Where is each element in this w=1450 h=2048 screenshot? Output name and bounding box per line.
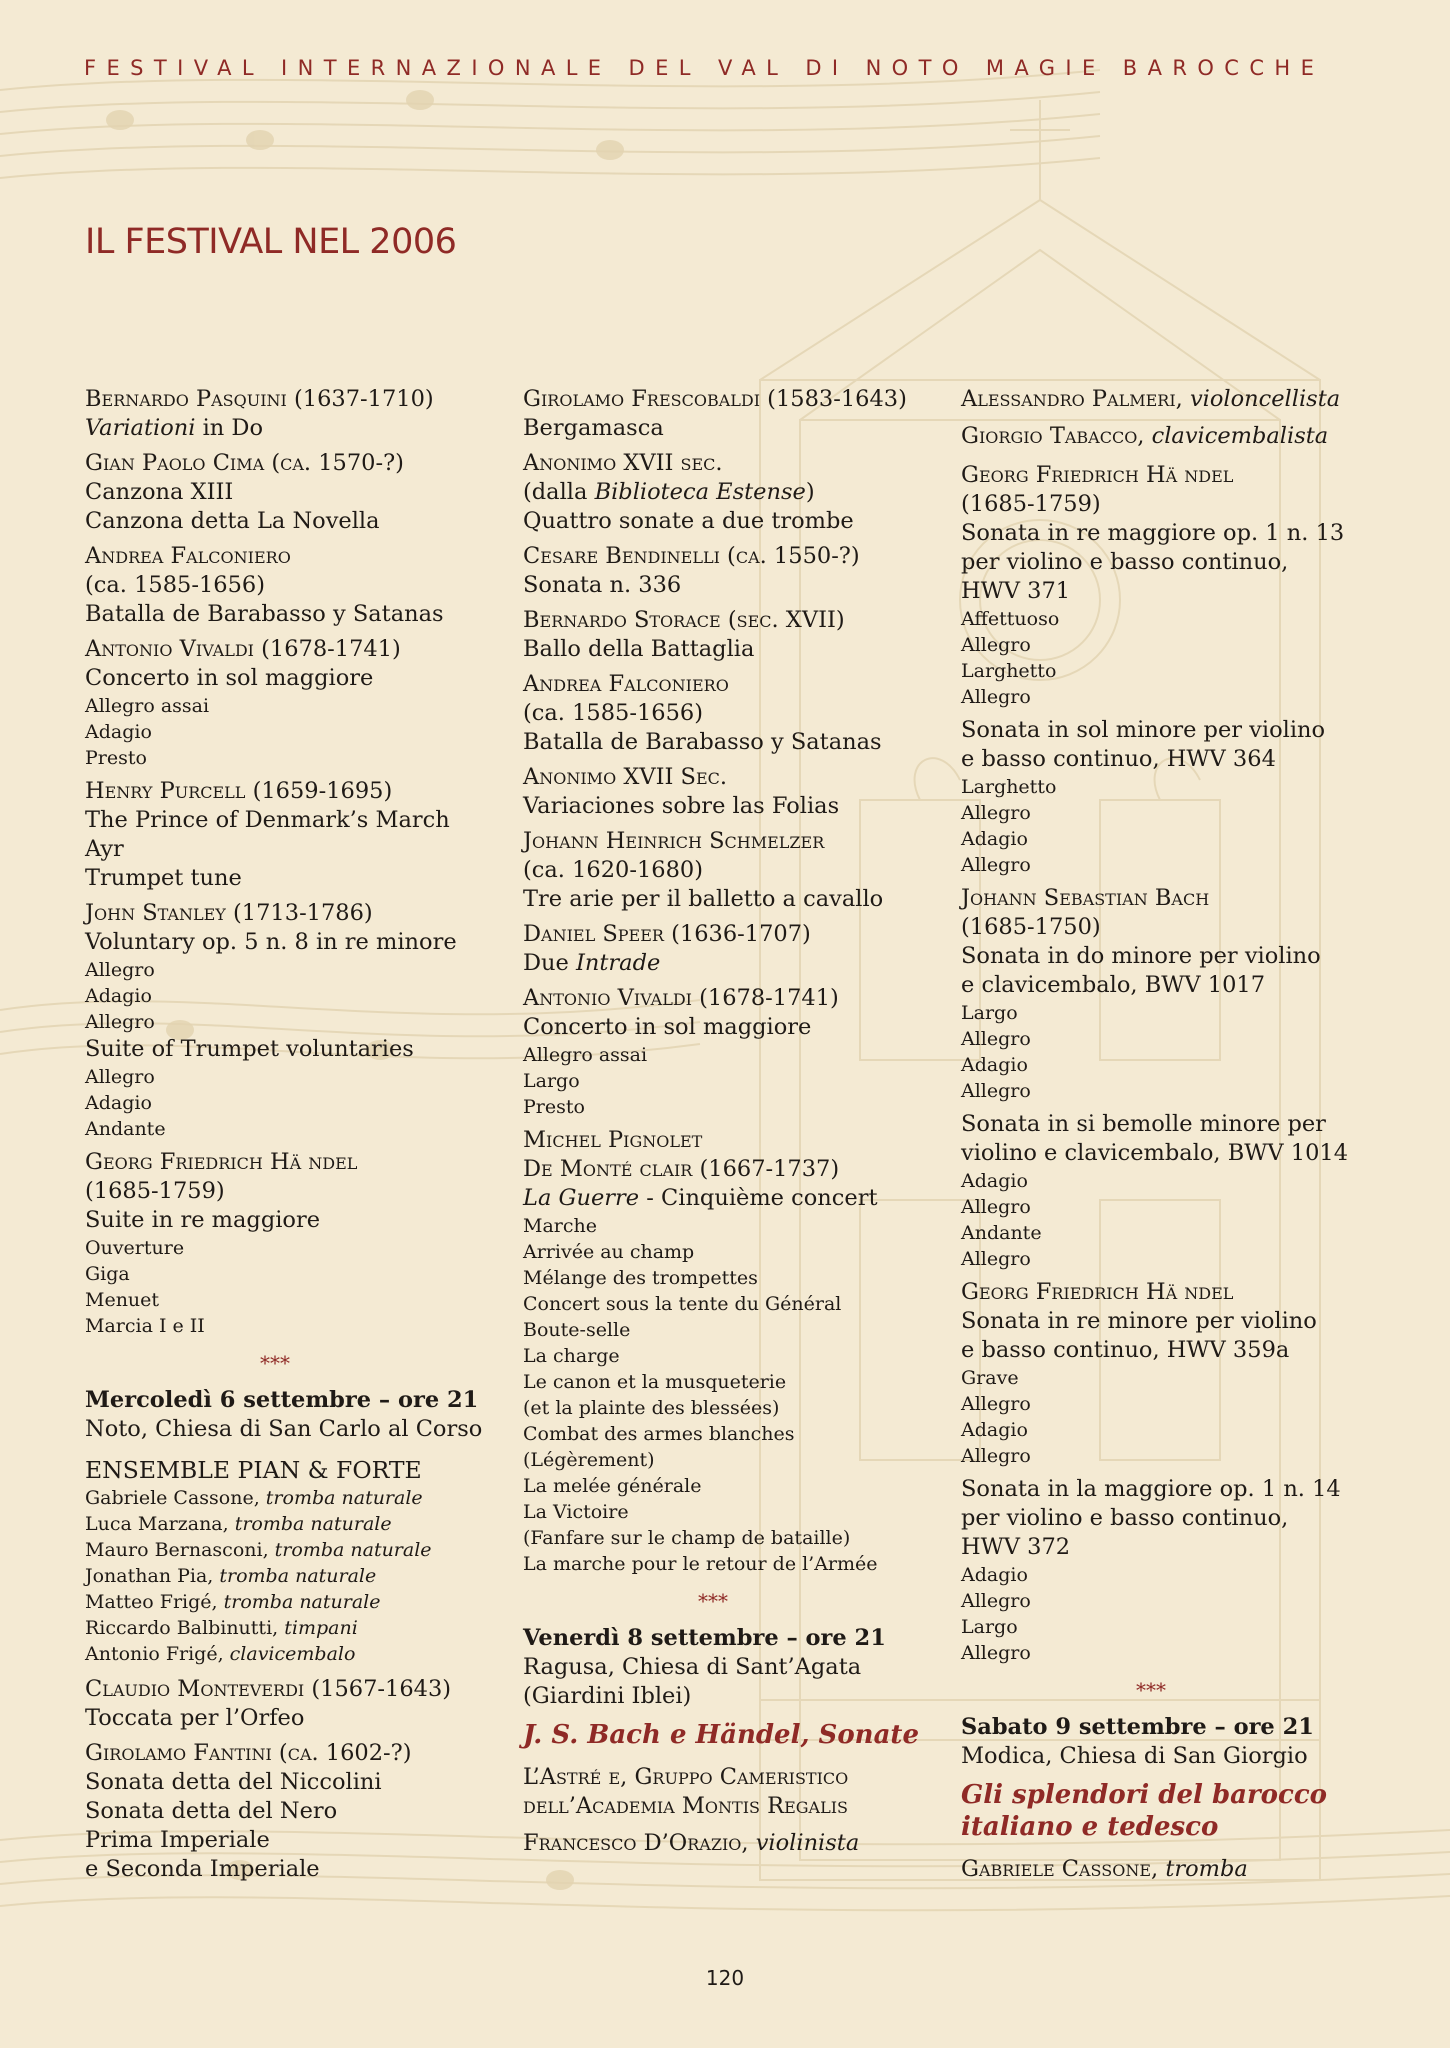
composer-dates: (ca. 1620-1680)	[523, 857, 703, 883]
movement: La Victoire	[523, 1501, 629, 1523]
composer-name: Claudio Monteverdi (1567-1643)	[85, 1676, 452, 1702]
movement: La charge	[523, 1345, 620, 1367]
movement: Grave	[961, 1367, 1019, 1389]
movement: La marche pour le retour de l’Armée	[523, 1553, 878, 1575]
work-title: Sonata detta del Nero	[85, 1798, 338, 1824]
work-title: Quattro sonate a due trombe	[523, 508, 854, 534]
composer-name: Andrea Falconiero	[523, 671, 729, 697]
movement: Allegro assai	[85, 695, 210, 717]
movement: Larghetto	[961, 776, 1057, 798]
performer: Antonio Frigé, clavicembalo	[85, 1643, 356, 1665]
work-title: e clavicembalo, BWV 1017	[961, 972, 1266, 998]
movement: Affettuoso	[961, 608, 1060, 630]
composer-name: Andrea Falconiero	[85, 543, 291, 569]
soloist: Gabriele Cassone, tromba	[961, 1856, 1248, 1882]
program-entry	[85, 385, 525, 443]
ensemble-name: ENSEMBLE PIAN & FORTE	[85, 1456, 422, 1484]
performer: Giorgio Tabacco, clavicembalista	[961, 423, 1329, 449]
running-head: FESTIVAL INTERNAZIONALE DEL VAL DI NOTO MAGIE BAROCCHE	[84, 56, 1325, 80]
section-separator: ***	[260, 1351, 290, 1375]
work-title: Concerto in sol maggiore	[85, 665, 374, 691]
performer: Matteo Frigé, tromba naturale	[85, 1591, 381, 1613]
movement: Allegro	[961, 1642, 1031, 1664]
program-entry	[523, 763, 963, 821]
movement: Largo	[961, 1616, 1018, 1638]
work-title: e basso continuo, HWV 364	[961, 746, 1276, 772]
work-title: Sonata in do minore per violino	[961, 943, 1321, 969]
movement: Allegro	[961, 1248, 1031, 1270]
work-title: Sonata in la maggiore op. 1 n. 14	[961, 1476, 1341, 1502]
performer: Gabriele Cassone, tromba naturale	[85, 1487, 423, 1509]
program-entry	[961, 884, 1401, 1104]
work-title: Canzona XIII	[85, 479, 234, 505]
section-separator: ***	[1136, 1678, 1166, 1702]
movement: Adagio	[961, 1054, 1028, 1076]
composer-name: Johann Heinrich Schmelzer	[523, 828, 825, 854]
movement: (Fanfare sur le champ de bataille)	[523, 1527, 851, 1549]
work-title: e basso continuo, HWV 359a	[961, 1337, 1290, 1363]
performer: Jonathan Pia, tromba naturale	[85, 1565, 377, 1587]
movement: Menuet	[85, 1289, 160, 1311]
composer-name: John Stanley (1713-1786)	[85, 900, 373, 926]
movement: Andante	[85, 1118, 166, 1140]
work-title: Batalla de Barabasso y Satanas	[85, 601, 444, 627]
work-title: Trumpet tune	[85, 865, 242, 891]
movement: Le canon et la musqueterie	[523, 1371, 787, 1393]
program-entry	[85, 635, 525, 771]
movement: Allegro	[961, 854, 1031, 876]
movement: Adagio	[961, 1564, 1028, 1586]
movement: (Légèrement)	[523, 1449, 655, 1471]
movement: Adagio	[85, 1092, 152, 1114]
program-entry	[523, 670, 963, 757]
movement: (et la plainte des blessées)	[523, 1397, 780, 1419]
work-title: Sonata in si bemolle minore per	[961, 1111, 1326, 1137]
program-entry	[523, 385, 963, 443]
work-title: Variaciones sobre las Folias	[523, 793, 840, 819]
composer-name: Georg Friedrich Hä ndel	[961, 1279, 1234, 1305]
work-title: Sonata detta del Niccolini	[85, 1769, 382, 1795]
soloist: Francesco D’Orazio, violinista	[523, 1830, 860, 1856]
movement: Largo	[961, 1002, 1018, 1024]
program-entry	[85, 899, 525, 1142]
concert-venue: Modica, Chiesa di San Giorgio	[961, 1743, 1308, 1769]
movement: Boute-selle	[523, 1319, 631, 1341]
concert-title: J. S. Bach e Händel, Sonate	[523, 1720, 919, 1750]
program-entry	[523, 606, 963, 664]
work-title: Prima Imperiale	[85, 1827, 270, 1853]
concert-date: Venerdì 8 settembre – ore 21	[523, 1625, 886, 1651]
movement: Presto	[85, 747, 147, 769]
work-title: Sonata in re maggiore op. 1 n. 13	[961, 520, 1345, 546]
movement: Adagio	[961, 1170, 1028, 1192]
movement: Marcia I e II	[85, 1315, 205, 1337]
composer-name: Bernardo Pasquini (1637-1710)	[85, 386, 434, 412]
movement: Combat des armes blanches	[523, 1423, 795, 1445]
work-title: Ayr	[85, 836, 124, 862]
work-title: Sonata n. 336	[523, 572, 682, 598]
composer-name: Anonimo XVII sec.	[523, 450, 723, 476]
movement: Allegro	[961, 1080, 1031, 1102]
work-title: Sonata in sol minore per violino	[961, 717, 1326, 743]
work-source: (dalla Biblioteca Estense)	[523, 479, 815, 505]
movement: Allegro assai	[523, 1044, 648, 1066]
work-title: Canzona detta La Novella	[85, 508, 380, 534]
composer-name: Antonio Vivaldi (1678-1741)	[523, 985, 839, 1011]
section-separator: ***	[698, 1589, 728, 1613]
composer-name: Johann Sebastian Bach	[961, 885, 1210, 911]
movement: Allegro	[961, 1445, 1031, 1467]
composer-name: Antonio Vivaldi (1678-1741)	[85, 636, 401, 662]
composer-name: Michel Pignolet	[523, 1127, 703, 1153]
work-title: Suite in re maggiore	[85, 1207, 321, 1233]
movement: Adagio	[85, 985, 152, 1007]
work-title: Batalla de Barabasso y Satanas	[523, 729, 882, 755]
movement: Allegro	[961, 1196, 1031, 1218]
program-entry	[85, 542, 525, 629]
program-entry	[85, 449, 525, 536]
concert-venue: Noto, Chiesa di San Carlo al Corso	[85, 1416, 483, 1442]
composer-dates: (ca. 1585-1656)	[85, 572, 265, 598]
ensemble-name: dell’Academia Montis Regalis	[523, 1793, 848, 1819]
movement: Allegro	[961, 1393, 1031, 1415]
composer-name: Henry Purcell (1659-1695)	[85, 778, 393, 804]
program-entry	[961, 716, 1401, 878]
movement: Adagio	[961, 828, 1028, 850]
movement: Arrivée au champ	[523, 1241, 695, 1263]
concert-date: Mercoledì 6 settembre – ore 21	[85, 1387, 479, 1413]
movement: Allegro	[961, 686, 1031, 708]
work-title: Bergamasca	[523, 415, 664, 441]
movement: Allegro	[85, 1066, 155, 1088]
movement: Largo	[523, 1070, 580, 1092]
work-title: per violino e basso continuo,	[961, 1505, 1289, 1531]
composer-name: Cesare Bendinelli (ca. 1550-?)	[523, 543, 860, 569]
work-title: The Prince of Denmark’s March	[85, 807, 450, 833]
movement: Adagio	[85, 721, 152, 743]
work-title: Due Intrade	[523, 950, 661, 976]
movement: Allegro	[961, 1590, 1031, 1612]
work-title: Voluntary op. 5 n. 8 in re minore	[85, 929, 457, 955]
movement: Allegro	[961, 1028, 1031, 1050]
composer-name: De Monté clair (1667-1737)	[523, 1156, 840, 1182]
performer: Riccardo Balbinutti, timpani	[85, 1617, 358, 1639]
movement: Giga	[85, 1263, 130, 1285]
work-title: Variationi in Do	[85, 415, 264, 441]
performer: Mauro Bernasconi, tromba naturale	[85, 1539, 432, 1561]
program-entry	[523, 827, 963, 914]
page-number: 120	[705, 1966, 745, 1990]
column-2	[523, 385, 963, 1858]
program-entry	[961, 461, 1401, 710]
movement: La melée générale	[523, 1475, 702, 1497]
movement: Concert sous la tente du Général	[523, 1293, 842, 1315]
movement: Ouverture	[85, 1237, 185, 1259]
program-entry	[961, 1278, 1401, 1469]
work-title: Suite of Trumpet voluntaries	[85, 1036, 414, 1062]
composer-name: Anonimo XVII Sec.	[523, 764, 728, 790]
program-entry	[523, 542, 963, 600]
program-entry	[85, 1675, 525, 1733]
work-title: HWV 371	[961, 578, 1071, 604]
program-entry	[85, 777, 525, 893]
movement: Andante	[961, 1222, 1042, 1244]
composer-name: Girolamo Fantini (ca. 1602-?)	[85, 1740, 412, 1766]
work-title: violino e clavicembalo, BWV 1014	[961, 1140, 1349, 1166]
concert-title: Gli splendori del barocco	[961, 1780, 1328, 1810]
composer-dates: (ca. 1585-1656)	[523, 700, 703, 726]
program-entry	[523, 1126, 963, 1577]
composer-dates: (1685-1759)	[85, 1178, 225, 1204]
program-entry	[523, 984, 963, 1120]
work-title: e Seconda Imperiale	[85, 1856, 320, 1882]
composer-name: Georg Friedrich Hä ndel	[85, 1149, 358, 1175]
movement: Marche	[523, 1215, 597, 1237]
program-entry	[961, 1475, 1401, 1666]
composer-name: Gian Paolo Cima (ca. 1570-?)	[85, 450, 404, 476]
concert-date: Sabato 9 settembre – ore 21	[961, 1714, 1314, 1740]
performer: Alessandro Palmeri, violoncellista	[961, 386, 1341, 412]
program-entry	[85, 1148, 525, 1339]
concert-title: italiano e tedesco	[961, 1812, 1219, 1842]
movement: Allegro	[85, 1011, 155, 1033]
composer-dates: (1685-1759)	[961, 491, 1101, 517]
movement: Allegro	[85, 959, 155, 981]
work-title: Sonata in re minore per violino	[961, 1308, 1317, 1334]
movement: Presto	[523, 1096, 585, 1118]
performer: Luca Marzana, tromba naturale	[85, 1513, 392, 1535]
composer-name: Georg Friedrich Hä ndel	[961, 462, 1234, 488]
composer-name: Bernardo Storace (sec. XVII)	[523, 607, 845, 633]
movement: Adagio	[961, 1419, 1028, 1441]
composer-dates: (1685-1750)	[961, 914, 1101, 940]
program-entry	[523, 920, 963, 978]
work-title: La Guerre - Cinquième concert	[523, 1185, 878, 1211]
work-title: Toccata per l’Orfeo	[85, 1705, 305, 1731]
column-3	[961, 385, 1401, 1884]
work-title: Tre arie per il balletto a cavallo	[523, 886, 884, 912]
concert-venue: Ragusa, Chiesa di Sant’Agata	[523, 1654, 862, 1680]
movement: Mélange des trompettes	[523, 1267, 758, 1289]
column-1	[85, 385, 525, 1890]
movement: Larghetto	[961, 660, 1057, 682]
composer-name: Daniel Speer (1636-1707)	[523, 921, 811, 947]
program-entry	[523, 449, 963, 536]
page-title: IL FESTIVAL NEL 2006	[85, 222, 457, 262]
program-entry	[85, 1739, 525, 1884]
work-title: per violino e basso continuo,	[961, 549, 1289, 575]
movement: Allegro	[961, 802, 1031, 824]
program-entry	[961, 1110, 1401, 1272]
work-title: Ballo della Battaglia	[523, 636, 755, 662]
composer-name: Girolamo Frescobaldi (1583-1643)	[523, 386, 907, 412]
work-title: HWV 372	[961, 1534, 1071, 1560]
concert-venue: (Giardini Iblei)	[523, 1683, 692, 1709]
ensemble-name: L’Astré e, Gruppo Cameristico	[523, 1764, 849, 1790]
movement: Allegro	[961, 634, 1031, 656]
work-title: Concerto in sol maggiore	[523, 1014, 812, 1040]
